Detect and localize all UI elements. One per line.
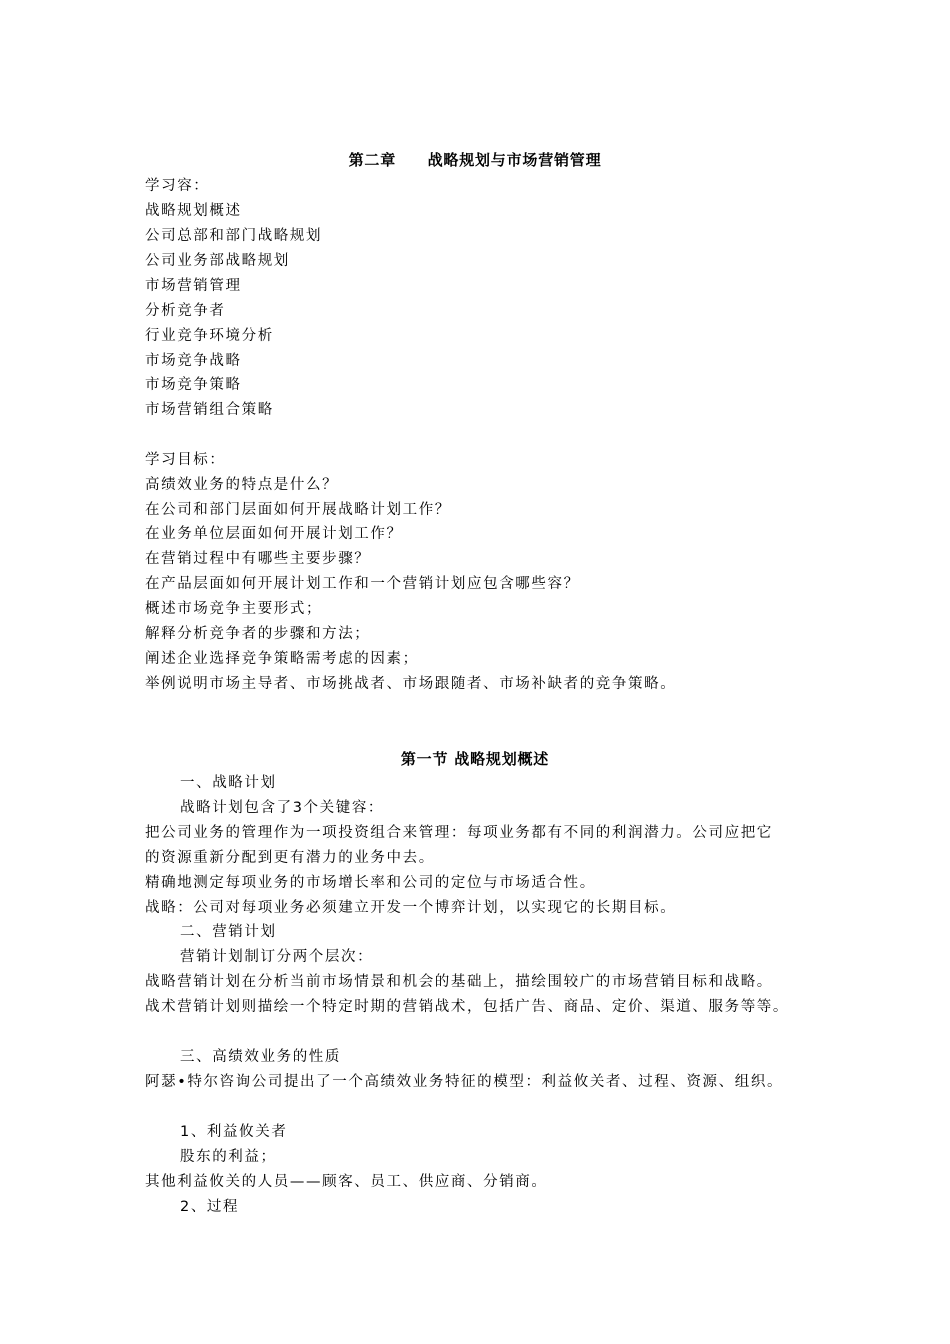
paragraph-line: 战略营销计划在分析当前市场情景和机会的基础上，描绘围较广的市场营销目标和战略。 <box>145 974 773 990</box>
objective-item: 在产品层面如何开展计划工作和一个营销计划应包含哪些容？ <box>145 576 580 592</box>
paragraph-line: 的资源重新分配到更有潜力的业务中去。 <box>145 850 435 866</box>
subheading: 2、过程 <box>180 1199 240 1215</box>
paragraph-line: 战略：公司对每项业务必须建立开发一个博弈计划，以实现它的长期目标。 <box>145 900 677 916</box>
objectives-label: 学习目标： <box>145 452 226 468</box>
chapter-title: 第二章 战略规划与市场营销管理 <box>348 151 602 169</box>
paragraph-line: 战术营销计划则描绘一个特定时期的营销战术，包括广告、商品、定价、渠道、服务等等。 <box>145 999 789 1015</box>
contents-item: 市场竞争策略 <box>145 377 242 393</box>
paragraph-line: 战略计划包含了3个关键容： <box>180 800 385 816</box>
subheading: 1、利益攸关者 <box>180 1124 288 1140</box>
objective-item: 阐述企业选择竞争策略需考虑的因素； <box>145 651 419 667</box>
section-title: 第一节 战略规划概述 <box>400 750 550 768</box>
objective-item: 在营销过程中有哪些主要步骤？ <box>145 551 371 567</box>
objective-item: 在公司和部门层面如何开展战略计划工作？ <box>145 502 451 518</box>
objective-item: 解释分析竞争者的步骤和方法； <box>145 626 371 642</box>
paragraph-line: 精确地测定每项业务的市场增长率和公司的定位与市场适合性。 <box>145 875 596 891</box>
contents-item: 分析竞争者 <box>145 303 226 319</box>
contents-item: 市场竞争战略 <box>145 353 242 369</box>
contents-item: 公司业务部战略规划 <box>145 253 290 269</box>
subheading: 一、战略计划 <box>180 775 277 791</box>
contents-item: 公司总部和部门战略规划 <box>145 228 323 244</box>
contents-item: 市场营销管理 <box>145 278 242 294</box>
objective-item: 在业务单位层面如何开展计划工作？ <box>145 526 403 542</box>
objective-item: 概述市场竞争主要形式； <box>145 601 323 617</box>
subheading: 二、营销计划 <box>180 924 277 940</box>
paragraph-line: 股东的利益； <box>180 1149 277 1165</box>
subheading: 三、高绩效业务的性质 <box>180 1049 341 1065</box>
paragraph-line: 阿瑟•特尔咨询公司提出了一个高绩效业务特征的模型：利益攸关者、过程、资源、组织。 <box>145 1074 784 1090</box>
contents-label: 学习容： <box>145 178 210 194</box>
paragraph-line: 把公司业务的管理作为一项投资组合来管理：每项业务都有不同的利润潜力。公司应把它 <box>145 825 773 841</box>
contents-item: 行业竞争环境分析 <box>145 328 274 344</box>
contents-item: 战略规划概述 <box>145 203 242 219</box>
objective-item: 高绩效业务的特点是什么？ <box>145 477 339 493</box>
contents-item: 市场营销组合策略 <box>145 402 274 418</box>
paragraph-line: 营销计划制订分两个层次： <box>180 949 374 965</box>
paragraph-line: 其他利益攸关的人员——顾客、员工、供应商、分销商。 <box>145 1174 548 1190</box>
objective-item: 举例说明市场主导者、市场挑战者、市场跟随者、市场补缺者的竞争策略。 <box>145 676 677 692</box>
